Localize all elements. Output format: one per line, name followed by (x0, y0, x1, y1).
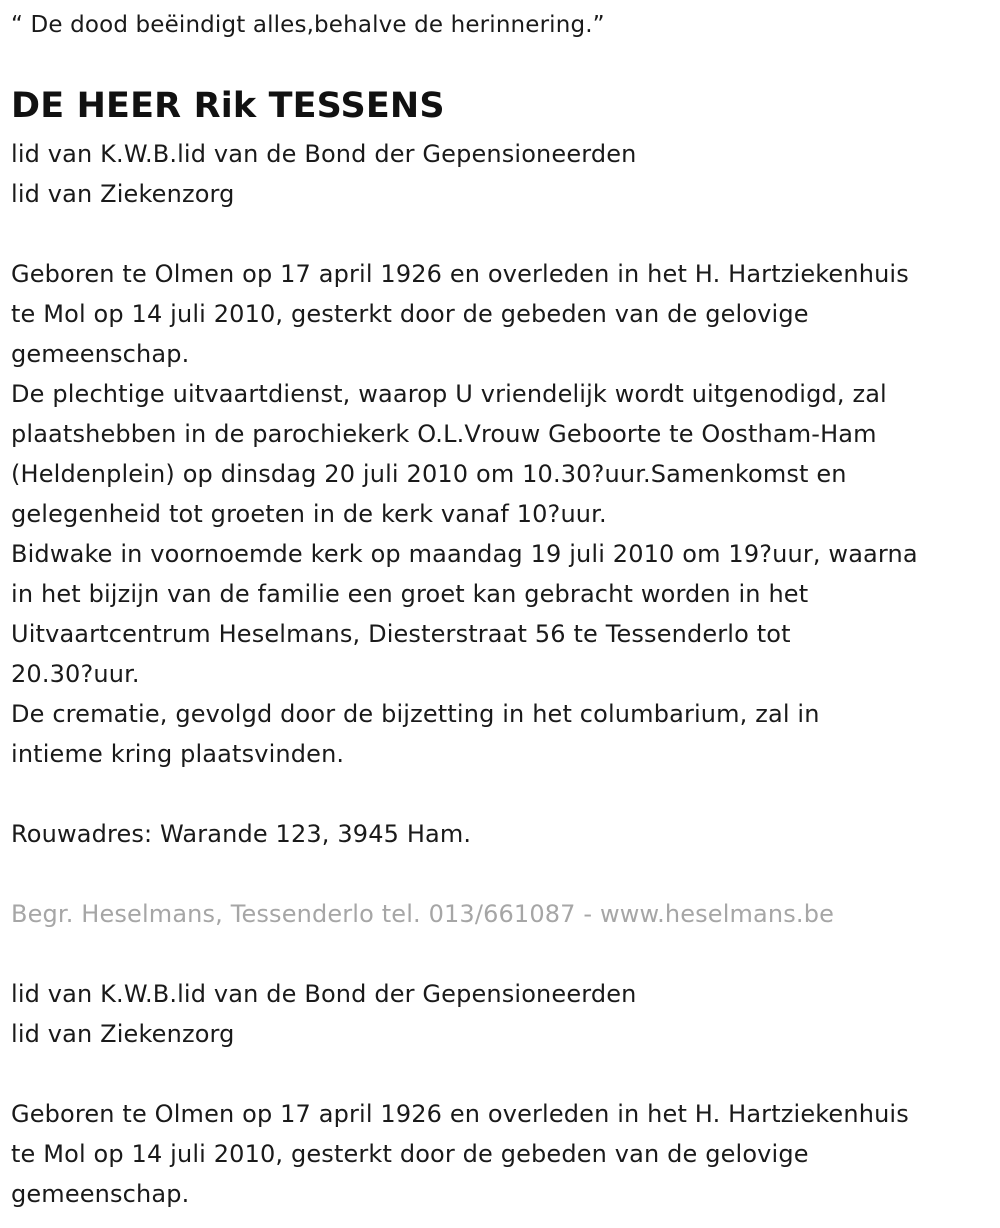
membership-line-repeat: lid van K.W.B.lid van de Bond der Gepensioneerden (11, 980, 637, 1008)
body-line: Bidwake in voornoemde kerk op maandag 19 juli 2010 om 19?uur, waarna (11, 540, 918, 568)
body-line: (Heldenplein) op dinsdag 20 juli 2010 om 10.30?uur.Samenkomst en (11, 460, 847, 488)
body-line: gemeenschap. (11, 340, 190, 368)
body-line: in het bijzijn van de familie een groet kan gebracht worden in het (11, 580, 809, 608)
funeral-home-contact: Begr. Heselmans, Tessenderlo tel. 013/661087 - www.heselmans.be (11, 900, 835, 928)
body-line: De crematie, gevolgd door de bijzetting in het columbarium, zal in (11, 700, 820, 728)
body-line-repeat: te Mol op 14 juli 2010, gesterkt door de gebeden van de gelovige (11, 1140, 809, 1168)
body-line: plaatshebben in de parochiekerk O.L.Vrouw Geboorte te Oostham-Ham (11, 420, 877, 448)
body-line: 20.30?uur. (11, 660, 140, 688)
membership-line: lid van K.W.B.lid van de Bond der Gepensioneerden (11, 140, 637, 168)
body-line: Geboren te Olmen op 17 april 1926 en overleden in het H. Hartziekenhuis (11, 260, 909, 288)
body-line: Uitvaartcentrum Heselmans, Diesterstraat 56 te Tessenderlo tot (11, 620, 791, 648)
body-line-repeat: gemeenschap. (11, 1180, 190, 1208)
memorial-quote: “ De dood beëindigt alles,behalve de herinnering.” (11, 12, 605, 38)
mourning-address: Rouwadres: Warande 123, 3945 Ham. (11, 820, 472, 848)
body-line: gelegenheid tot groeten in de kerk vanaf 10?uur. (11, 500, 607, 528)
body-line: intieme kring plaatsvinden. (11, 740, 345, 768)
body-line-repeat: Geboren te Olmen op 17 april 1926 en overleden in het H. Hartziekenhuis (11, 1100, 909, 1128)
membership-line-repeat: lid van Ziekenzorg (11, 1020, 235, 1048)
membership-line: lid van Ziekenzorg (11, 180, 235, 208)
body-line: te Mol op 14 juli 2010, gesterkt door de gebeden van de gelovige (11, 300, 809, 328)
body-line: De plechtige uitvaartdienst, waarop U vriendelijk wordt uitgenodigd, zal (11, 380, 887, 408)
deceased-name: DE HEER Rik TESSENS (11, 86, 445, 126)
